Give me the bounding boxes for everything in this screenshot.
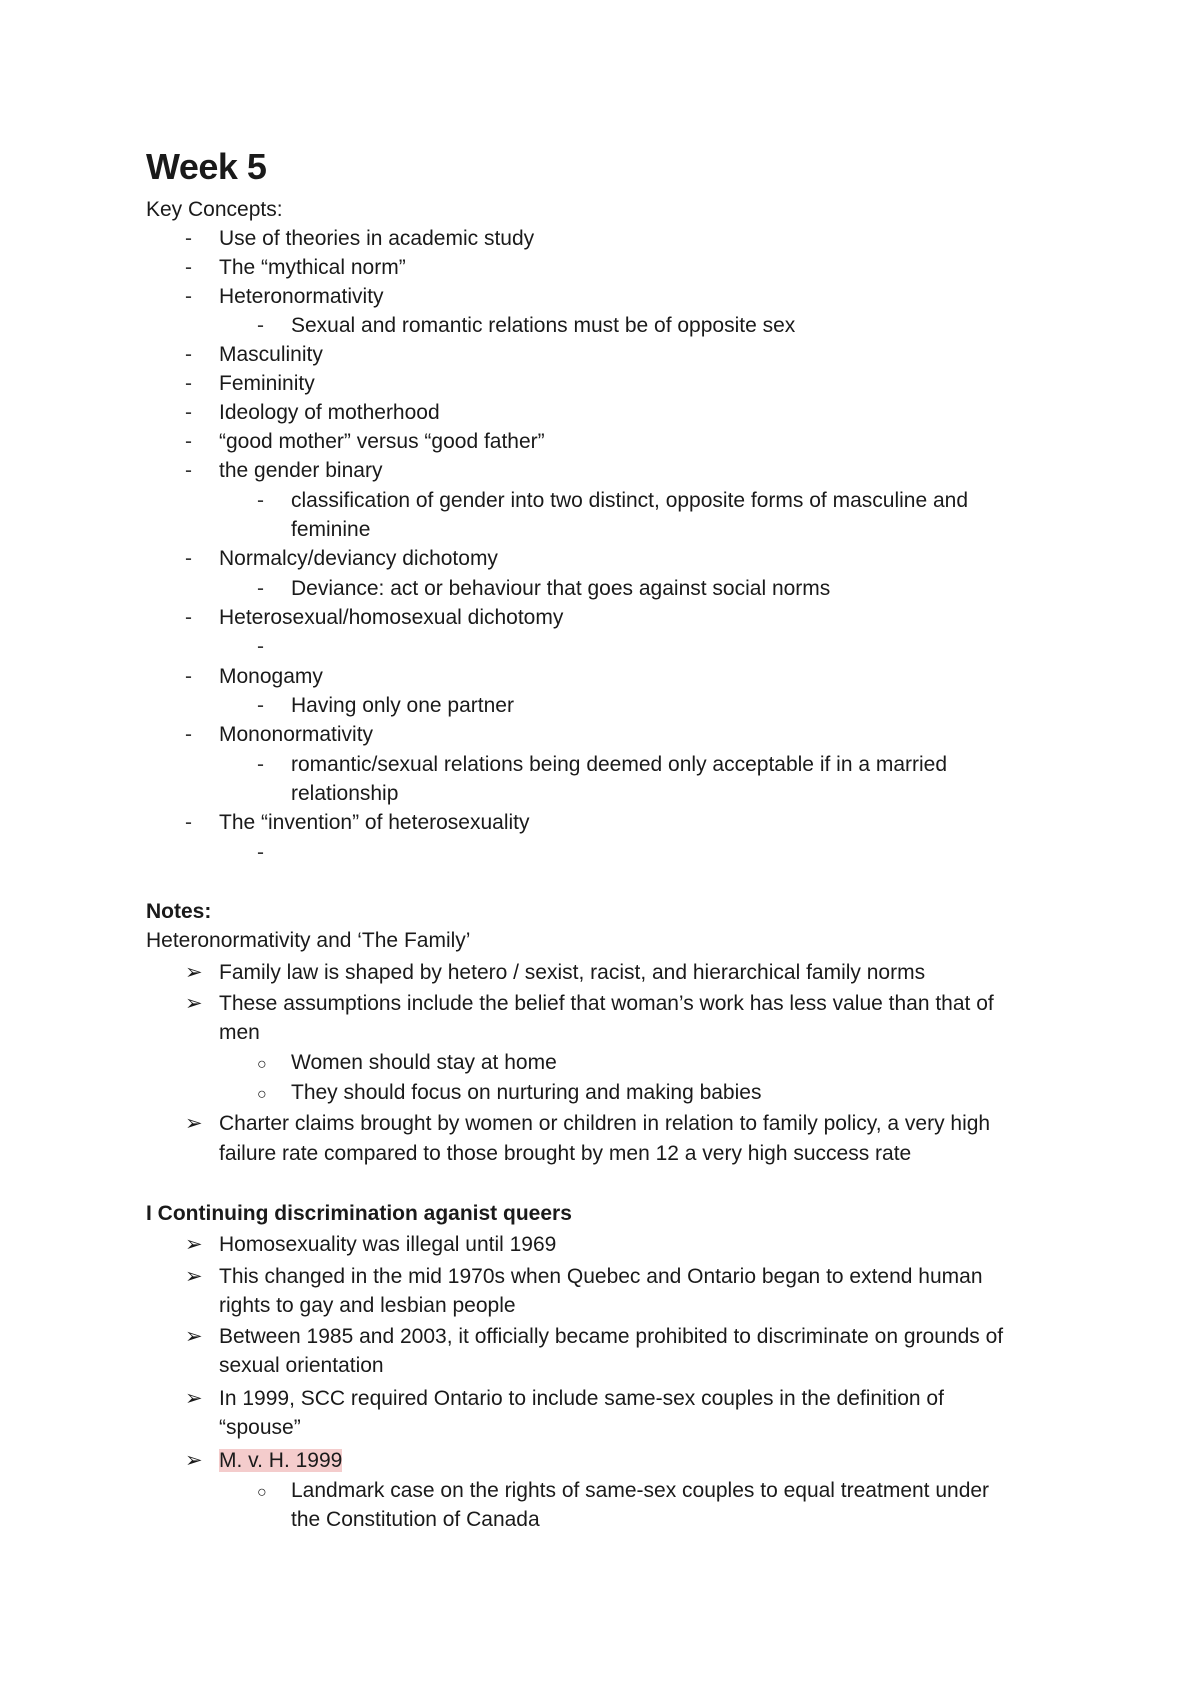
bullet-dash: -: [257, 489, 264, 512]
bullet-dash: -: [257, 694, 264, 717]
list-item: In 1999, SCC required Ontario to include same-sex couples in the definition of: [219, 1387, 944, 1410]
arrow-bullet-icon: ➢: [185, 1387, 203, 1410]
page-title: Week 5: [146, 146, 267, 187]
highlighted-case-name: M. v. H. 1999: [219, 1449, 343, 1472]
list-item: Use of theories in academic study: [219, 227, 535, 250]
list-subitem: They should focus on nurturing and making babies: [291, 1081, 762, 1104]
bullet-dash: -: [185, 285, 192, 308]
list-item: Monogamy: [219, 665, 323, 688]
list-subitem: Deviance: act or behaviour that goes against social norms: [291, 577, 831, 600]
bullet-dash: -: [185, 459, 192, 482]
list-item-continued: failure rate compared to those brought by men 12 a very high success rate: [219, 1142, 912, 1165]
list-subitem-continued: feminine: [291, 518, 371, 541]
list-subitem: Having only one partner: [291, 694, 514, 717]
list-item: The “mythical norm”: [219, 256, 406, 279]
bullet-dash: -: [185, 372, 192, 395]
list-item: Heterosexual/homosexual dichotomy: [219, 606, 564, 629]
bullet-dash: -: [257, 753, 264, 776]
bullet-dash: -: [185, 430, 192, 453]
bullet-dash: -: [257, 841, 264, 864]
list-item: Femininity: [219, 372, 315, 395]
list-item: The “invention” of heterosexuality: [219, 811, 530, 834]
list-item: Masculinity: [219, 343, 323, 366]
bullet-dash: -: [185, 811, 192, 834]
list-item-continued: rights to gay and lesbian people: [219, 1294, 516, 1317]
bullet-dash: -: [185, 343, 192, 366]
bullet-dash: -: [185, 665, 192, 688]
notes-heading: Notes:: [146, 900, 212, 923]
list-subitem: Landmark case on the rights of same-sex couples to equal treatment under: [291, 1479, 990, 1502]
list-subitem: Women should stay at home: [291, 1051, 557, 1074]
list-item: “good mother” versus “good father”: [219, 430, 545, 453]
bullet-dash: -: [185, 227, 192, 250]
key-concepts-heading: Key Concepts:: [146, 198, 283, 221]
list-item-continued: “spouse”: [219, 1416, 301, 1439]
arrow-bullet-icon: ➢: [185, 1265, 203, 1288]
list-item: Normalcy/deviancy dichotomy: [219, 547, 498, 570]
list-item: Family law is shaped by hetero / sexist, racist, and hierarchical family norms: [219, 961, 926, 984]
bullet-dash: -: [185, 723, 192, 746]
list-item: Heteronormativity: [219, 285, 384, 308]
bullet-dash: -: [185, 256, 192, 279]
arrow-bullet-icon: ➢: [185, 1325, 203, 1348]
section-heading: I Continuing discrimination aganist queers: [146, 1202, 572, 1225]
list-item-continued: men: [219, 1021, 260, 1044]
list-item-continued: sexual orientation: [219, 1354, 384, 1377]
list-item: Between 1985 and 2003, it officially became prohibited to discriminate on grounds of: [219, 1325, 1004, 1348]
list-subitem: classification of gender into two distinct, opposite forms of masculine and: [291, 489, 969, 512]
bullet-dash: -: [185, 547, 192, 570]
arrow-bullet-icon: ➢: [185, 1449, 203, 1472]
arrow-bullet-icon: ➢: [185, 1112, 203, 1135]
list-subitem-continued: relationship: [291, 782, 399, 805]
circle-bullet-icon: ○: [257, 1086, 267, 1103]
circle-bullet-icon: ○: [257, 1056, 267, 1073]
bullet-dash: -: [257, 577, 264, 600]
arrow-bullet-icon: ➢: [185, 992, 203, 1015]
circle-bullet-icon: ○: [257, 1484, 267, 1501]
notes-subheading: Heteronormativity and ‘The Family’: [146, 929, 471, 952]
arrow-bullet-icon: ➢: [185, 1233, 203, 1256]
bullet-dash: -: [257, 314, 264, 337]
arrow-bullet-icon: ➢: [185, 961, 203, 984]
bullet-dash: -: [257, 635, 264, 658]
bullet-dash: -: [185, 606, 192, 629]
list-item: This changed in the mid 1970s when Quebec and Ontario began to extend human: [219, 1265, 983, 1288]
list-item: These assumptions include the belief that woman’s work has less value than that of: [219, 992, 994, 1015]
bullet-dash: -: [185, 401, 192, 424]
list-item: Homosexuality was illegal until 1969: [219, 1233, 557, 1256]
list-item: Mononormativity: [219, 723, 374, 746]
list-subitem: romantic/sexual relations being deemed only acceptable if in a married: [291, 753, 948, 776]
list-item: the gender binary: [219, 459, 383, 482]
list-subitem-continued: the Constitution of Canada: [291, 1508, 540, 1531]
list-item: Charter claims brought by women or children in relation to family policy, a very high: [219, 1112, 991, 1135]
list-subitem: Sexual and romantic relations must be of opposite sex: [291, 314, 796, 337]
list-item: Ideology of motherhood: [219, 401, 440, 424]
